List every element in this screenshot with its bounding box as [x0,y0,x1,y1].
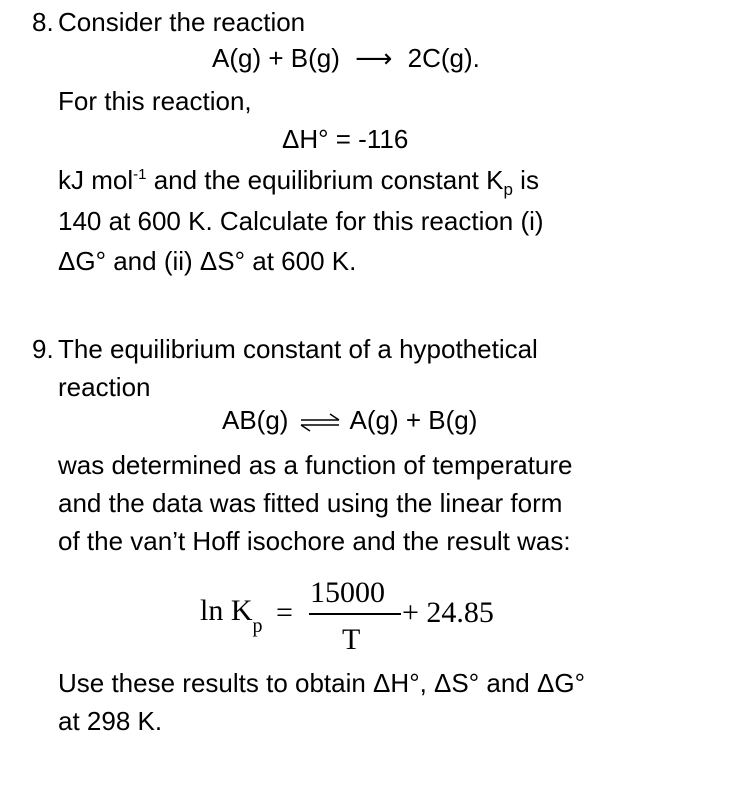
q9-line4: and the data was fitted using the linear form [58,488,563,518]
formula-tail: + 24.85 [402,596,494,629]
q9-line6: Use these results to obtain ΔH°, ΔS° and ΔG° [58,668,585,698]
q8-unit-exponent: -1 [133,166,147,183]
q8-line5: 140 at 600 K. Calculate for this reaction (i) [58,206,544,236]
q8-equation [212,45,480,71]
q9-line1: The equilibrium constant of a hypothetical [58,334,538,364]
q8-intro: Consider the reaction [58,7,306,37]
q8-line4-end: is [512,165,539,195]
q9-equation [222,407,477,433]
q8-line6: ΔG° and (ii) ΔS° at 600 K. [58,246,357,276]
formula-denominator: T [342,623,361,656]
q8-enthalpy: ΔH° = -116 [282,124,409,154]
q9-number: 9. [32,334,54,364]
q8-unit: kJ mol [58,165,134,195]
formula-equals: = [276,596,293,629]
formula-ln-k: ln K [200,594,253,627]
q8-number: 8. [32,7,54,37]
equilibrium-arrow-icon [298,412,342,432]
formula-numerator: 15000 [310,576,385,609]
q8-line4-text: and the equilibrium constant K [146,165,504,195]
q9-line3: was determined as a function of temperature [58,450,573,480]
q9-line2: reaction [58,372,151,402]
q8-line2: For this reaction, [58,86,252,116]
reaction-arrow-icon: ⟶ [355,43,393,73]
q8-reactants: A(g) + B(g) [212,43,340,73]
formula-lhs [200,594,263,637]
q9-products: A(g) + B(g) [349,405,478,435]
q9-reactant: AB(g) [222,405,289,435]
q9-line5: of the van’t Hoff isochore and the result was: [58,526,571,556]
q8-kp-subscript: p [503,180,513,199]
fraction-bar [309,613,401,615]
q8-products: 2C(g). [407,43,480,73]
q8-line4 [58,165,539,199]
q9-line7: at 298 K. [58,706,163,736]
formula-lhs-subscript: p [252,615,263,637]
